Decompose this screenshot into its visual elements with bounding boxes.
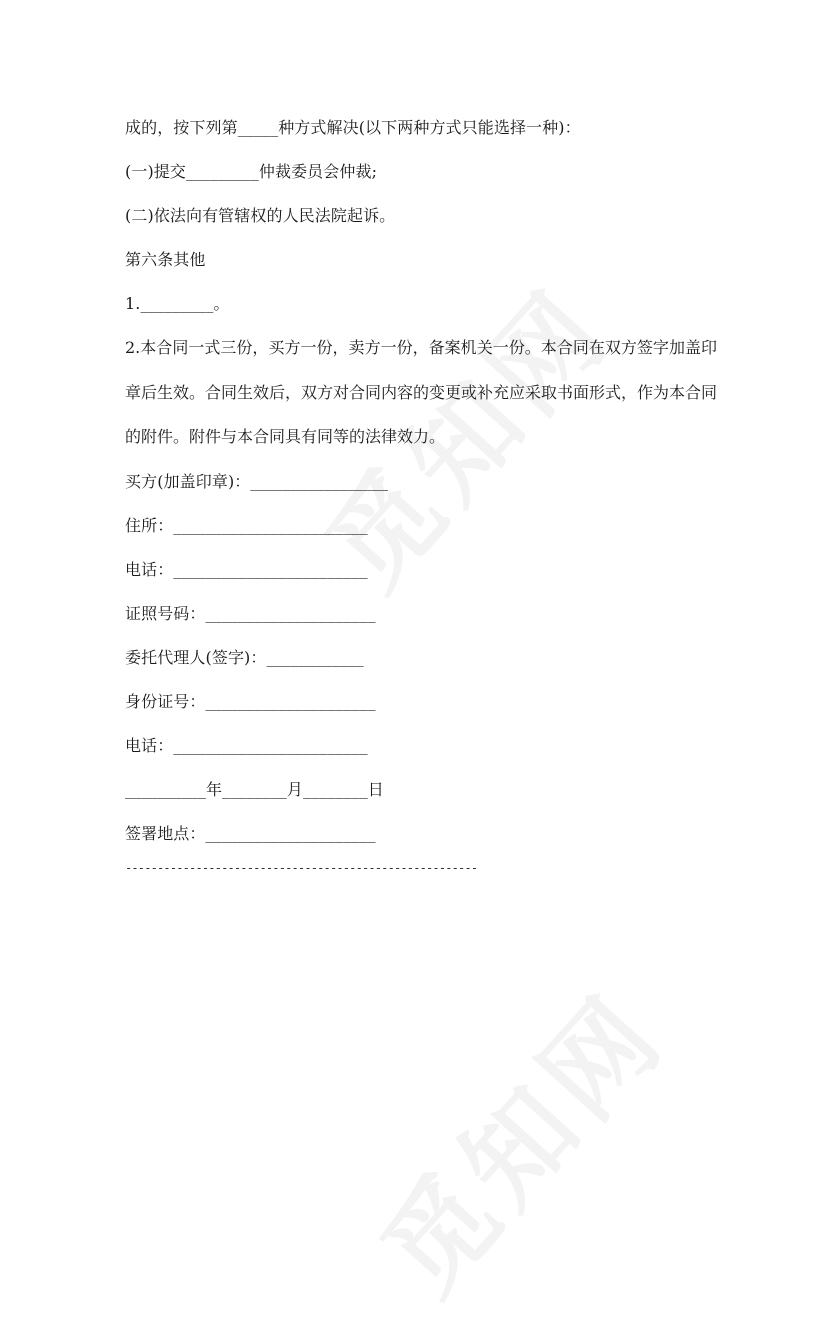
field-date: __________年________月________日	[125, 779, 384, 799]
text-line-dispute-resolution: 成的，按下列第_____种方式解决(以下两种方式只能选择一种)：	[125, 118, 581, 137]
field-license-number: 证照号码：_____________________	[125, 603, 376, 623]
field-signing-place: 签署地点：_____________________	[125, 823, 376, 843]
field-id-number: 身份证号：_____________________	[125, 691, 376, 711]
watermark	[341, 954, 693, 1321]
field-phone: 电话：________________________	[125, 559, 368, 579]
section-heading-article-six: 第六条其他	[125, 250, 206, 269]
text-line-court-option: (二)依法向有管辖权的人民法院起诉。	[125, 206, 396, 225]
dashed-divider: -------------------------------------------------------	[125, 860, 478, 875]
text-line-clause-1: 1._________。	[125, 294, 230, 313]
text-line-arbitration-option: (一)提交_________仲裁委员会仲裁;	[125, 162, 378, 181]
document-body	[125, 106, 725, 878]
field-buyer-seal: 买方(加盖印章)：_________________	[125, 471, 389, 491]
field-address: 住所：________________________	[125, 515, 368, 535]
field-agent-signature: 委托代理人(签字)：____________	[125, 647, 364, 667]
field-agent-phone: 电话：________________________	[125, 735, 368, 755]
paragraph-clause-2: 2.本合同一式三份，买方一份，卖方一份，备案机关一份。本合同在双方签字加盖印章后生效。合同生效后，双方对合同内容的变更或补充应采取书面形式，作为本合同的附件。附件与本合同具有同等的法律效力。	[125, 338, 718, 446]
